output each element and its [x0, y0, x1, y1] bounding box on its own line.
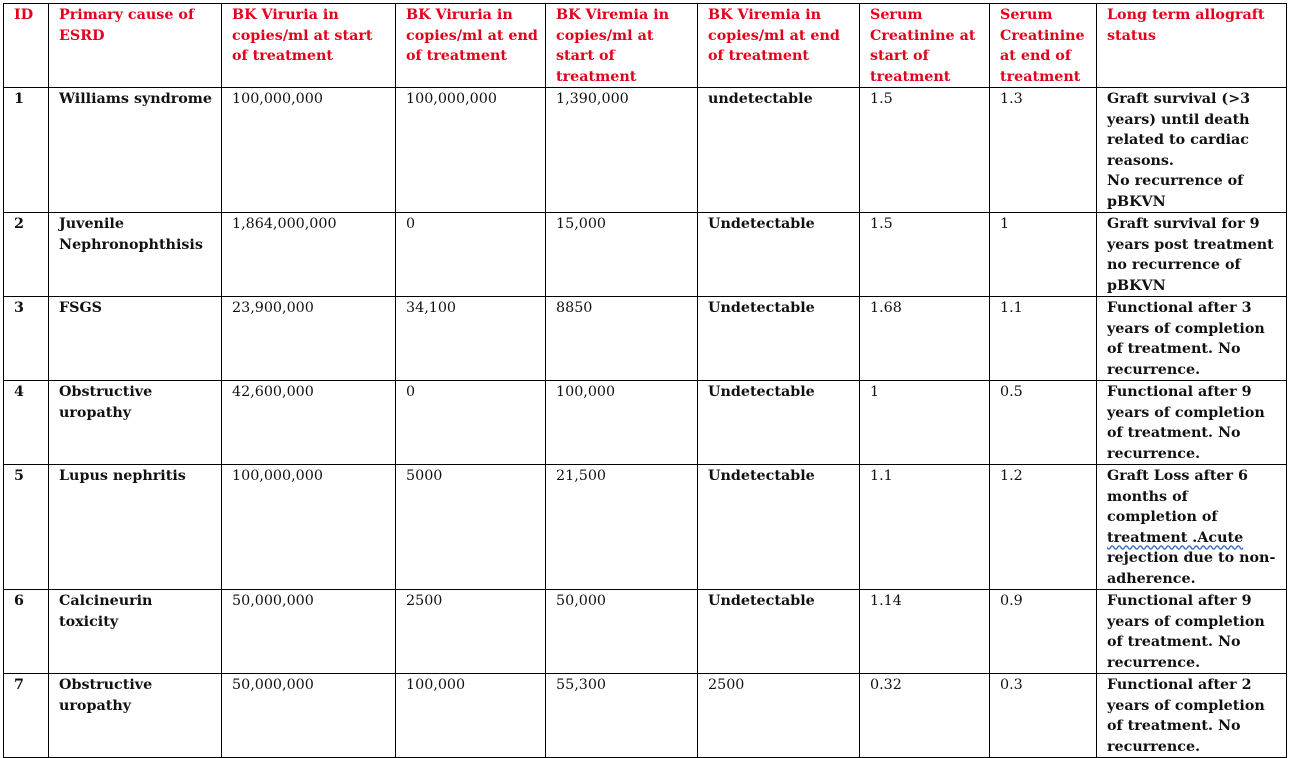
- cell-creatinine-start: 1.5: [860, 213, 990, 297]
- cell-cause: FSGS: [49, 297, 222, 381]
- cell-cause: Juvenile Nephronophthisis: [49, 213, 222, 297]
- header-id: ID: [4, 4, 49, 88]
- cell-viremia-start: 8850: [546, 297, 698, 381]
- table-row: [4, 590, 1287, 674]
- cell-allograft-status: Functional after 9 years of completion of treatment. No recurrence.: [1097, 381, 1287, 465]
- cell-viruria-end: 100,000,000: [396, 88, 546, 213]
- cell-viruria-start: 50,000,000: [222, 590, 396, 674]
- header-viruria-end: BK Viruria in copies/ml at end of treatment: [396, 4, 546, 88]
- cell-viremia-end: undetectable: [698, 88, 860, 213]
- cell-id: 2: [4, 213, 49, 297]
- cell-viruria-start: 100,000,000: [222, 465, 396, 590]
- status-text: Graft survival (>3 years) until death related to cardiac reasons. No recurrence of pBKVN: [1107, 91, 1251, 210]
- cell-allograft-status: Functional after 2 years of completion of treatment. No recurrence.: [1097, 674, 1287, 758]
- cell-cause: Lupus nephritis: [49, 465, 222, 590]
- cell-viruria-end: 0: [396, 213, 546, 297]
- cell-viruria-end: 34,100: [396, 297, 546, 381]
- cell-viremia-end: Undetectable: [698, 465, 860, 590]
- cell-viremia-end: Undetectable: [698, 297, 860, 381]
- cell-creatinine-end: 1: [990, 213, 1097, 297]
- cell-viremia-end: Undetectable: [698, 213, 860, 297]
- cell-creatinine-end: 1.3: [990, 88, 1097, 213]
- cell-creatinine-start: 1.1: [860, 465, 990, 590]
- cell-creatinine-start: 1.68: [860, 297, 990, 381]
- cell-allograft-status: [1097, 88, 1287, 213]
- cell-viremia-end: Undetectable: [698, 590, 860, 674]
- bk-treatment-table: [3, 3, 1287, 758]
- table-row: [4, 674, 1287, 758]
- cell-viremia-start: 15,000: [546, 213, 698, 297]
- cell-id: 4: [4, 381, 49, 465]
- cell-id: 5: [4, 465, 49, 590]
- header-creatinine-start: Serum Creatinine at start of treatment: [860, 4, 990, 88]
- cell-allograft-status: Graft survival for 9 years post treatment no recurrence of pBKVN: [1097, 213, 1287, 297]
- cell-cause: Obstructive uropathy: [49, 381, 222, 465]
- cell-creatinine-start: 1.5: [860, 88, 990, 213]
- status-text: rejection due to non-adherence.: [1107, 550, 1276, 587]
- cell-viruria-start: 50,000,000: [222, 674, 396, 758]
- cell-creatinine-start: 1: [860, 381, 990, 465]
- cell-creatinine-end: 1.1: [990, 297, 1097, 381]
- cell-id: 3: [4, 297, 49, 381]
- table-row: [4, 297, 1287, 381]
- cell-cause: Calcineurin toxicity: [49, 590, 222, 674]
- cell-cause: Williams syndrome: [49, 88, 222, 213]
- cell-viremia-start: 21,500: [546, 465, 698, 590]
- table-row: [4, 88, 1287, 213]
- cell-creatinine-start: 1.14: [860, 590, 990, 674]
- cell-viruria-start: 23,900,000: [222, 297, 396, 381]
- cell-id: 1: [4, 88, 49, 213]
- cell-allograft-status: Functional after 3 years of completion of treatment. No recurrence.: [1097, 297, 1287, 381]
- cell-viruria-end: 5000: [396, 465, 546, 590]
- table-row: [4, 213, 1287, 297]
- header-viremia-start: BK Viremia in copies/ml at start of treatment: [546, 4, 698, 88]
- cell-viremia-start: 55,300: [546, 674, 698, 758]
- cell-creatinine-end: 0.9: [990, 590, 1097, 674]
- cell-viruria-start: 42,600,000: [222, 381, 396, 465]
- table-row: [4, 465, 1287, 590]
- cell-viremia-end: 2500: [698, 674, 860, 758]
- cell-creatinine-end: 0.3: [990, 674, 1097, 758]
- header-viruria-start: BK Viruria in copies/ml at start of treatment: [222, 4, 396, 88]
- header-creatinine-end: Serum Creatinine at end of treatment: [990, 4, 1097, 88]
- cell-viremia-start: 50,000: [546, 590, 698, 674]
- cell-viremia-start: 100,000: [546, 381, 698, 465]
- cell-allograft-status: [1097, 465, 1287, 590]
- header-allograft-status: Long term allograft status: [1097, 4, 1287, 88]
- cell-cause: Obstructive uropathy: [49, 674, 222, 758]
- cell-creatinine-end: 0.5: [990, 381, 1097, 465]
- cell-viruria-end: 100,000: [396, 674, 546, 758]
- spellcheck-flagged-text: treatment .Acute: [1107, 529, 1244, 546]
- cell-viremia-end: Undetectable: [698, 381, 860, 465]
- cell-viruria-start: 1,864,000,000: [222, 213, 396, 297]
- cell-viruria-end: 0: [396, 381, 546, 465]
- cell-viruria-end: 2500: [396, 590, 546, 674]
- status-text: Graft Loss after 6 months of completion of: [1107, 468, 1248, 525]
- cell-viruria-start: 100,000,000: [222, 88, 396, 213]
- cell-creatinine-end: 1.2: [990, 465, 1097, 590]
- cell-creatinine-start: 0.32: [860, 674, 990, 758]
- header-row: [4, 4, 1287, 88]
- cell-viremia-start: 1,390,000: [546, 88, 698, 213]
- table-row: [4, 381, 1287, 465]
- header-primary-cause: Primary cause of ESRD: [49, 4, 222, 88]
- cell-id: 6: [4, 590, 49, 674]
- cell-id: 7: [4, 674, 49, 758]
- cell-allograft-status: Functional after 9 years of completion of treatment. No recurrence.: [1097, 590, 1287, 674]
- header-viremia-end: BK Viremia in copies/ml at end of treatment: [698, 4, 860, 88]
